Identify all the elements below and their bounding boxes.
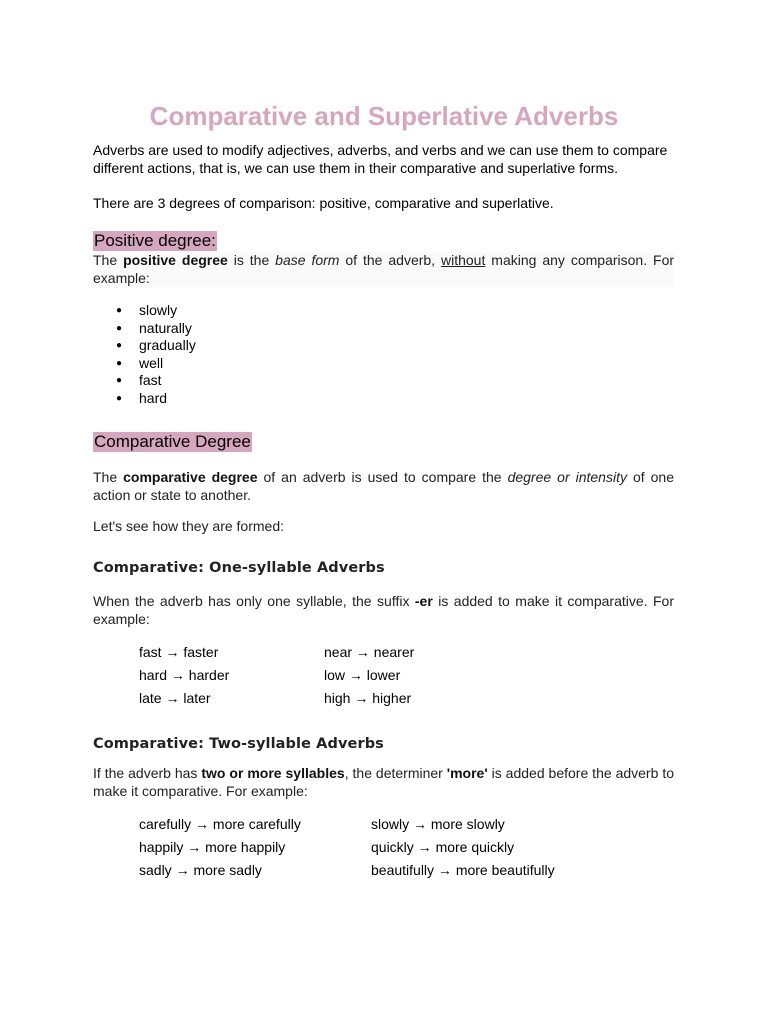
text-span: The	[93, 252, 124, 268]
example-pair: slowly → more slowly	[371, 816, 505, 832]
text-span: If the adverb has	[93, 765, 202, 781]
text-span: The	[93, 469, 124, 485]
example-pair: low → lower	[324, 667, 401, 683]
positive-degree-definition	[93, 252, 674, 287]
positive-examples-list	[93, 302, 196, 407]
text-span: making any comparison. For example:	[93, 252, 675, 286]
list-item: ● gradually	[93, 337, 196, 355]
example-pair: late → later	[139, 690, 211, 706]
one-syllable-heading: Comparative: One-syllable Adverbs	[93, 560, 385, 576]
example-pair: high → higher	[324, 690, 412, 706]
formation-lead: Let's see how they are formed:	[93, 518, 284, 534]
example-pair: fast → faster	[139, 644, 219, 660]
text-span: of one action or state to another.	[93, 469, 674, 503]
list-item: ● well	[93, 355, 196, 373]
bold-term: -er	[414, 593, 433, 609]
intro-paragraph: Adverbs are used to modify adjectives, adverbs, and verbs and we can use them to compare different actions, that is, we can use them in their comparative and superlative forms.	[93, 142, 668, 176]
underlined-term: without	[441, 252, 486, 268]
bold-term: two or more syllables	[201, 765, 345, 781]
two-syllable-rule	[93, 765, 674, 800]
positive-degree-heading: Positive degree:	[94, 231, 216, 250]
italic-term: base form	[275, 252, 340, 268]
example-pair: quickly → more quickly	[371, 839, 515, 855]
comparative-degree-heading: Comparative Degree	[94, 432, 251, 451]
text-span: When the adverb has only one syllable, the suffix	[93, 593, 415, 609]
text-span: is added before the adverb to make it comparative. For example:	[93, 765, 674, 799]
list-item: ● fast	[93, 372, 196, 390]
one-syllable-rule	[93, 593, 674, 628]
bold-term: 'more'	[446, 765, 488, 781]
example-pair: near → nearer	[324, 644, 415, 660]
example-pair: happily → more happily	[139, 839, 286, 855]
text-span: of an adverb is used to compare the	[257, 469, 508, 485]
italic-term: degree or intensity	[507, 469, 627, 485]
two-syllable-heading: Comparative: Two-syllable Adverbs	[93, 736, 384, 752]
example-pair: beautifully → more beautifully	[371, 862, 555, 878]
bold-term: positive degree	[123, 252, 228, 268]
list-item: ● slowly	[93, 302, 196, 320]
text-span: is the	[227, 252, 276, 268]
text-span: of the adverb,	[339, 252, 441, 268]
text-span: is added to make it comparative. For example:	[93, 593, 674, 627]
bold-term: comparative degree	[123, 469, 258, 485]
list-item: ● hard	[93, 390, 196, 408]
list-item: ● naturally	[93, 320, 196, 338]
degrees-paragraph: There are 3 degrees of comparison: positive, comparative and superlative.	[93, 195, 554, 211]
example-pair: hard → harder	[139, 667, 230, 683]
example-pair: sadly → more sadly	[139, 862, 262, 878]
page-title: Comparative and Superlative Adverbs	[149, 101, 619, 131]
text-span: , the determiner	[344, 765, 447, 781]
example-pair: carefully → more carefully	[139, 816, 301, 832]
comparative-degree-definition	[93, 469, 674, 504]
